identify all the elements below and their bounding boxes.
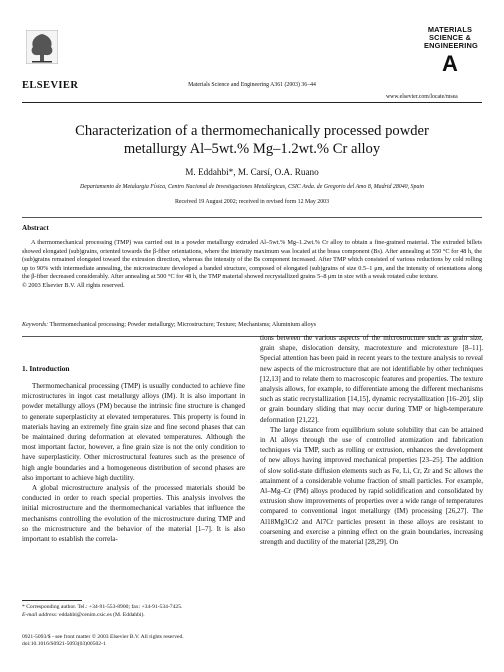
footnote-contact: * Corresponding author. Tel.: +34-91-553-8900; fax: +34-91-534-7425.: [22, 604, 183, 610]
right-column: [260, 333, 483, 547]
keywords-label: Keywords:: [22, 322, 49, 328]
issn-line: 0921-5093/$ - see front matter © 2003 Elsevier B.V. All rights reserved.: [22, 634, 184, 640]
email-address[interactable]: eddahbi@cenim.csic.es (M. Eddahbi).: [59, 611, 145, 618]
publisher-name: ELSEVIER: [22, 80, 79, 91]
brand-line-2: SCIENCE &: [428, 33, 472, 43]
author-list: M. Eddahbi*, M. Carsí, O.A. Ruano: [185, 167, 319, 177]
received-dates: Received 19 August 2002; received in revised form 12 May 2003: [174, 199, 330, 205]
affiliation: Departamento de Metalurgia Física, Centro Nacional de Investigaciones Metalúrgicas, CSIC Avda. de Gregorio del Amo 8, Madrid 28040, Spain: [80, 184, 424, 190]
abstract-heading: Abstract: [22, 224, 49, 232]
elsevier-tree-logo: [26, 30, 58, 64]
intro-paragraph: A global microstructure analysis of the processed materials should be conducted in order to reach special properties. This analysis involves the initial microstructure and the thermomechanical variables that influence the mechanisms controlling the evolution of the microstructure during TMP and so the microstructure and the behavior of the material [1–7]. It is also important to establish the correla-: [22, 484, 245, 544]
abstract-copyright: © 2003 Elsevier B.V. All rights reserved.: [22, 281, 125, 289]
email-label: E-mail address:: [22, 611, 58, 618]
keywords-text: Thermomechanical processing; Powder metallurgy; Microstructure; Texture; Mechanisms; Aluminium alloys: [49, 322, 317, 328]
abstract-text: A thermomechanical processing (TMP) was carried out in a powder metallurgy extruded Al–5wt.% Mg–1.2wt.% Cr alloy to obtain a fine-grained material. The extruded billets showed elongated (sub)grains, oriented towards the β-fiber orientations, where the intensity maximum was located at the brass component (Bs). After annealing at 550 °C for 48 h, the (sub)grains remained elongated toward the extrusion direction, whereas the intensity of the Bs component increased. After TMP which consisted of various reductions by cold rolling up to 90% with intermediate annealing, the microstructure developed a banded structure, composed of elongated (sub)grains of size 0.5–1 μm, and the intensity of orientations along the β-fiber decreased considerably. After annealing at 500 °C for 48 h, the TMP material showed recrystallized grains 5–8 μm in size with a weak rotated cube texture.: [22, 239, 482, 281]
abstract-body: [22, 239, 482, 291]
keywords: [22, 322, 482, 328]
left-column: [22, 381, 245, 544]
corresponding-author-footnote: [22, 604, 245, 619]
front-matter: [22, 634, 322, 649]
header-rule: [22, 102, 482, 103]
title-line-1: Characterization of a thermomechanically processed powder: [75, 123, 429, 139]
abstract-top-rule: [22, 217, 482, 218]
article-title: [0, 122, 504, 158]
title-line-2: metallurgy Al–5wt.% Mg–1.2wt.% Cr alloy: [123, 141, 381, 157]
intro-paragraph: Thermomechanical processing (TMP) is usually conducted to achieve fine microstructures in ingot cast metallurgy alloys (IM). It is also important in powder metallurgy alloys (PM) because the intrinsic fine structure is changed to generate superplasticity at elevated temperatures. This property is found in materials having an extremely fine grain size and fine second phases that can be maintained during deformation at elevated temperatures. Although the most important factor, however, a fine grain size is not the only condition to have superplasticity. Other microstructural features such as the presence of high angle boundaries and a homogeneous distribution of second phases are also important to achieve high ductility.: [22, 382, 245, 482]
journal-brand: [424, 26, 476, 75]
journal-citation: Materials Science and Engineering A361 (2003) 36–44: [188, 82, 316, 88]
intro-paragraph: tions between the various aspects of the microstructure such as grain size, grain shape, dislocation density, macrotexture and microtexture [8–11]. Special attention has been paid in recent years to the texture analysis to reveal new aspects of the microstructure that are not identifiable by other techniques [12,13] and to relate them to macroscopic features and properties. The texture analysis allows, for example, to differentiate among the different mechanisms such as static recrystallization [14,15], dynamic recrystallization [16–20], slip or grain boundary sliding that may occur during TMP or high-temperature deformation [21,22].: [260, 334, 483, 424]
section-heading-introduction: 1. Introduction: [22, 364, 70, 373]
intro-paragraph: The large distance from equilibrium solute solubility that can be attained in Al alloys through the use of controlled atomization and fabrication techniques via TMP, such as rolling or extrusion, enhances the development of new alloys having improved mechanical properties [23–25]. The addition of slow solid-state diffusion elements such as Fe, Li, Cr, Zr and Sc allows the attainment of a considerable volume fraction of small particles. For example, Al–Mg–Cr (PM) alloys produced by rapid solidification and consolidated by extrusion show improvements of properties over a wide range of temperatures compared to conventional ingot metallurgy (IM) processing [26,27]. The Al18Mg3Cr2 and Al7Cr particles present in these alloys are resistant to coarsening and exercise a pinning effect on the grain boundaries, increasing strength and ductility of the material [28,29]. On: [260, 425, 483, 547]
brand-line-1: MATERIALS: [427, 25, 473, 34]
doi-line[interactable]: doi:10.1016/S0921-5093(03)00502-1: [22, 641, 106, 648]
brand-line-3: ENGINEERING: [424, 41, 478, 51]
brand-letter: A: [442, 50, 458, 76]
footnote-rule: [22, 600, 82, 601]
journal-url[interactable]: www.elsevier.com/locate/msea: [386, 94, 458, 100]
